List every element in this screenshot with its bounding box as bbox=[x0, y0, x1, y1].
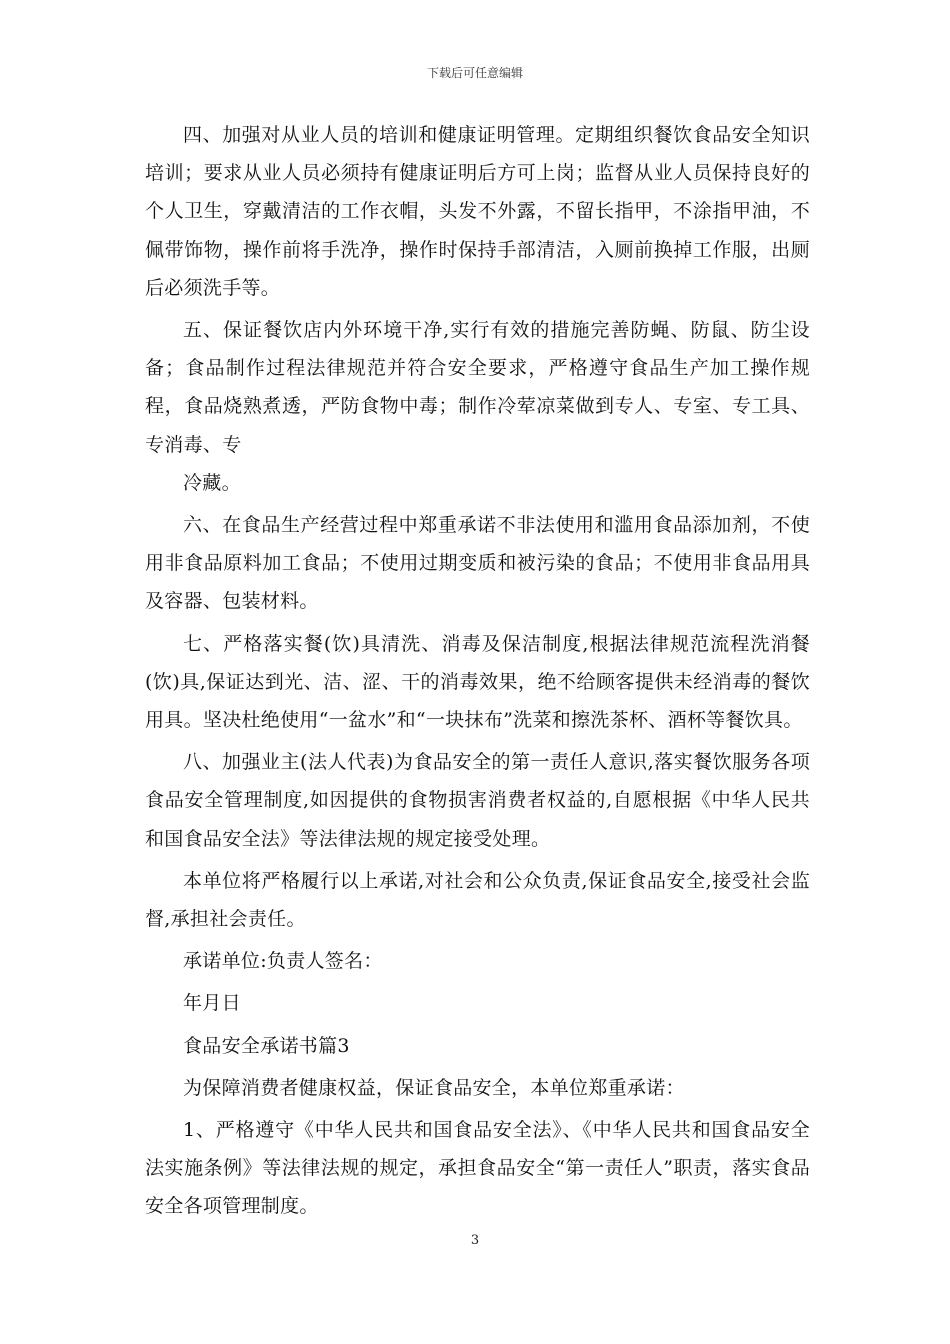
paragraph-6-additives: 六、在食品生产经营过程中郑重承诺不非法使用和滥用食品添加剂，不使用非食品原料加工食品；不使用过期变质和被污染的食品；不使用非食品用具及容器、包装材料。 bbox=[145, 514, 810, 613]
paragraph-commitment: 本单位将严格履行以上承诺,对社会和公众负责,保证食品安全,接受社会监督,承担社会责任。 bbox=[145, 869, 810, 931]
paragraph-7-tableware: 七、严格落实餐(饮)具清洗、消毒及保洁制度,根据法律规范流程洗消餐(饮)具,保证达到光、洁、涩、干的消毒效果，绝不给顾客提供未经消毒的餐饮用具。坚决杜绝使用“一盆水”和“一块抹布”洗菜和擦洗茶杯、酒杯等餐饮具。 bbox=[145, 632, 810, 732]
paragraph-5-environment: 五、保证餐饮店内外环境干净,实行有效的措施完善防蝇、防鼠、防尘设备；食品制作过程法律规范并符合安全要求，严格遵守食品生产加工操作规程，食品烧熟煮透，严防食物中毒；制作冷荤凉菜做到专人、专室、专工具、专消毒、专 bbox=[145, 319, 810, 456]
page-number: 3 bbox=[470, 1233, 480, 1248]
paragraph-intro: 为保障消费者健康权益，保证食品安全，本单位郑重承诺： bbox=[183, 1076, 685, 1099]
paragraph-4-staff-training: 四、加强对从业人员的培训和健康证明管理。定期组织餐饮食品安全知识培训；要求从业人员必须持有健康证明后方可上岗；监督从业人员保持良好的个人卫生，穿戴清洁的工作衣帽，头发不外露，不留长指甲，不涂指甲油，不佩带饰物，操作前将手洗净，操作时保持手部清洁，入厕前换掉工作服，出厕后必须洗手等。 bbox=[145, 124, 810, 299]
section-title: 食品安全承诺书篇3 bbox=[183, 1034, 350, 1057]
paragraph-1-laws: 1、严格遵守《中华人民共和国食品安全法》、《中华人民共和国食品安全法实施条例》等法律法规的规定，承担食品安全“第一责任人”职责，落实食品安全各项管理制度。 bbox=[145, 1119, 810, 1218]
document-body bbox=[145, 116, 810, 1230]
date-line: 年月日 bbox=[183, 992, 241, 1015]
paragraph-8-responsibility: 八、加强业主(法人代表)为食品安全的第一责任人意识,落实餐饮服务各项食品安全管理制度,如因提供的食物损害消费者权益的,自愿根据《中华人民共和国食品安全法》等法律法规的规定接受处理。 bbox=[145, 751, 810, 850]
signature-line: 承诺单位:负责人签名： bbox=[183, 950, 383, 973]
paragraph-5-continuation: 冷藏。 bbox=[183, 471, 241, 494]
page-header: 下载后可任意编辑 bbox=[426, 66, 523, 80]
